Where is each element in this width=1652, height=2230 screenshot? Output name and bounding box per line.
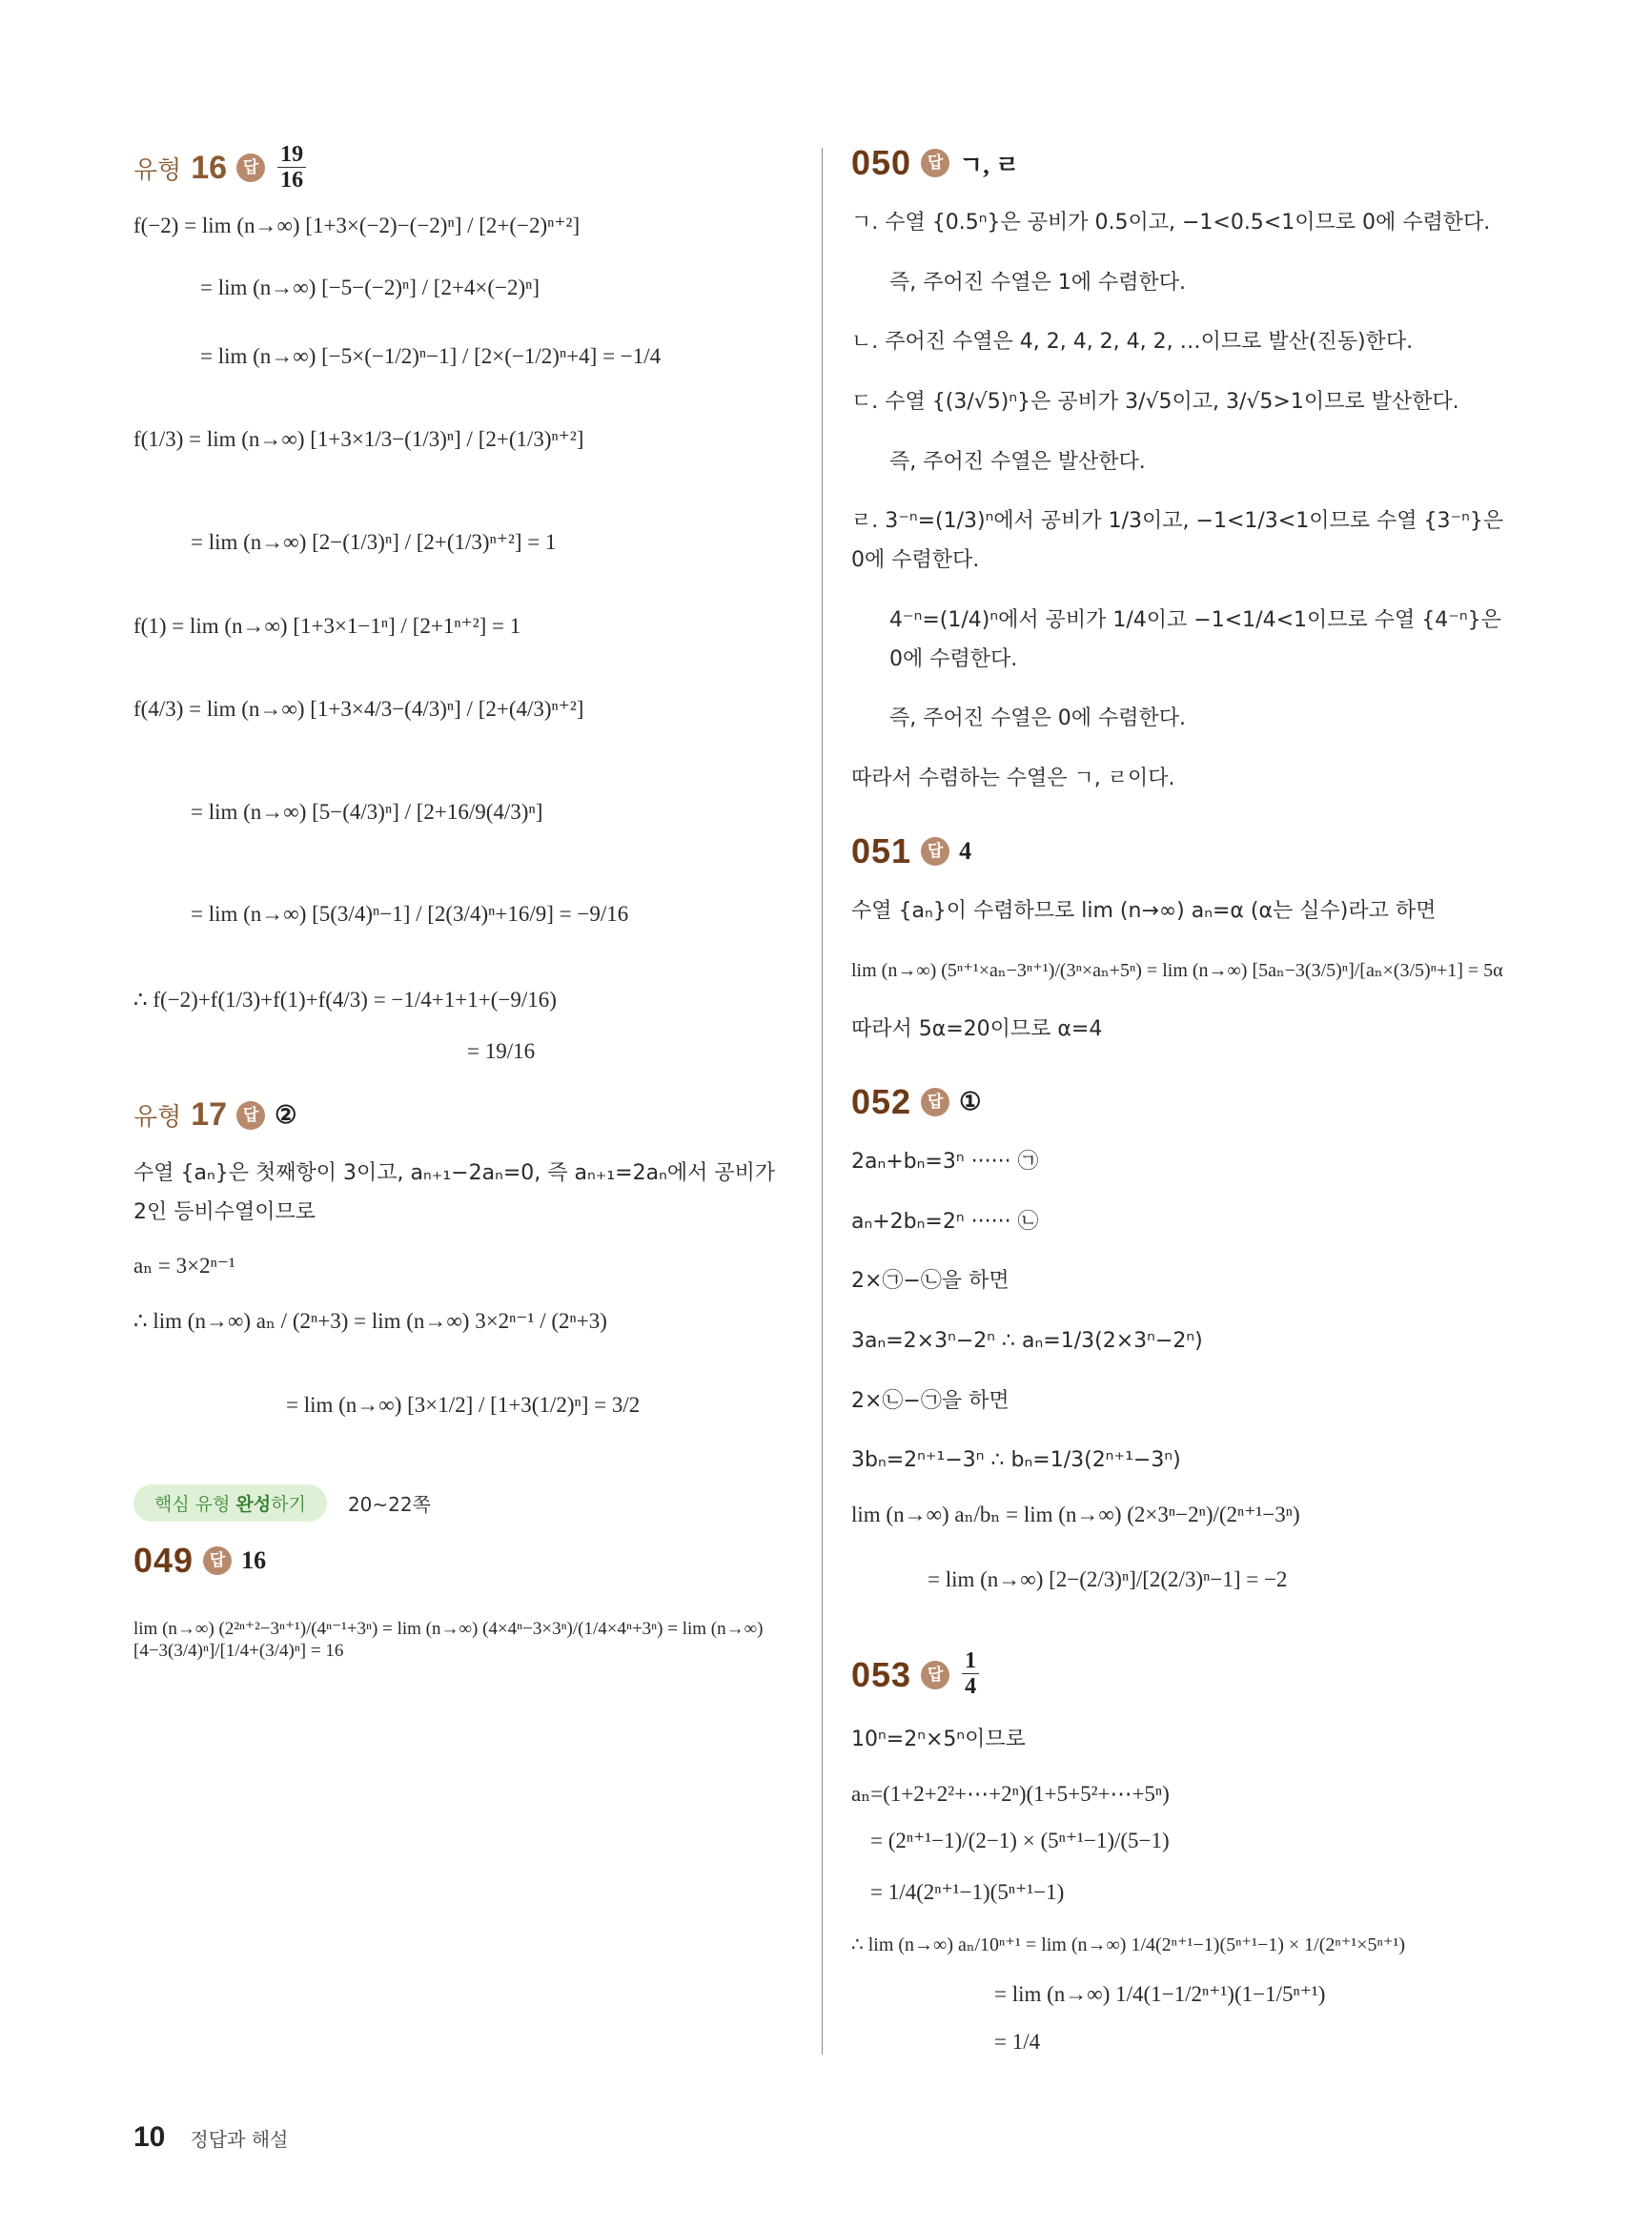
type16-section: [133, 143, 791, 1064]
answer-badge: 답: [921, 149, 949, 177]
type-number: 17: [191, 1096, 228, 1134]
answer-fraction: [962, 1649, 979, 1700]
problem-number: 052: [851, 1081, 912, 1121]
explanation-line: 따라서 수렴하는 수열은 ㄱ, ㄹ이다.: [851, 766, 1175, 790]
explanation-line: 4⁻ⁿ=(1/4)ⁿ에서 공비가 1/4이고 −1<1/4<1이므로 수열 {4⁻ⁿ}은 0에 수렴한다.: [889, 607, 1501, 671]
column-divider: [822, 148, 823, 2055]
solution-line: = lim (n→∞) [3×1/2] / [1+3(1/2)ⁿ] = 3/2: [286, 1392, 641, 1417]
explanation-text: 수열 {aₙ}은 첫째항이 3이고, aₙ₊₁−2aₙ=0, 즉 aₙ₊₁=2aₙ에서 공비가 2인 등비수열이므로: [133, 1161, 776, 1224]
p050-section: [851, 143, 1519, 799]
problem-number: 051: [851, 830, 912, 870]
explanation-line: aₙ+2bₙ=2ⁿ ······ ㉡: [851, 1209, 1039, 1234]
page-number: 10: [133, 2121, 166, 2153]
answer-badge: 답: [921, 837, 949, 866]
solution-line: aₙ=(1+2+2²+⋯+2ⁿ)(1+5+5²+⋯+5ⁿ): [851, 1781, 1170, 1806]
p049-header: [133, 1541, 791, 1581]
p049-section: [133, 1541, 791, 1663]
explanation-line: 10ⁿ=2ⁿ×5ⁿ이므로: [851, 1727, 1026, 1751]
answer-value: 4: [959, 836, 972, 865]
solution-line: lim (n→∞) (2²ⁿ⁺²−3ⁿ⁺¹)/(4ⁿ⁻¹+3ⁿ) = lim (n→∞) (4×4ⁿ−3×3ⁿ)/(1/4×4ⁿ+3ⁿ) = lim (n→∞) [4−3(3/4)ⁿ]/[1/4+(3/4)ⁿ] = 16: [133, 1619, 764, 1662]
solution-line: ∴ f(−2)+f(1/3)+f(1)+f(4/3) = −1/4+1+1+(−9/16): [133, 987, 557, 1012]
explanation-line: 2×㉡−㉠을 하면: [851, 1388, 1010, 1413]
right-column: [851, 143, 1519, 2087]
explanation-line: 3bₙ=2ⁿ⁺¹−3ⁿ ∴ bₙ=1/3(2ⁿ⁺¹−3ⁿ): [851, 1448, 1181, 1473]
solution-line: = lim (n→∞) 1/4(1−1/2ⁿ⁺¹)(1−1/5ⁿ⁺¹): [994, 1982, 1326, 2007]
answer-denominator: 16: [280, 168, 304, 194]
footer-title: 정답과 해설: [190, 2127, 289, 2151]
explanation-line: ㄹ. 3⁻ⁿ=(1/3)ⁿ에서 공비가 1/3이고, −1<1/3<1이므로 수열 {3⁻ⁿ}은 0에 수렴한다.: [851, 509, 1504, 573]
answer-numerator: 1: [962, 1649, 979, 1674]
explanation-line: 즉, 주어진 수열은 1에 수렴한다.: [889, 270, 1186, 295]
problem-number: 053: [851, 1654, 912, 1694]
problem-number: 050: [851, 143, 912, 182]
pill-prefix: 핵심 유형: [154, 1494, 236, 1516]
solution-line: = lim (n→∞) [−5−(−2)ⁿ] / [2+4×(−2)ⁿ]: [200, 276, 540, 300]
p052-header: [851, 1082, 1519, 1122]
type16-header: [133, 143, 791, 194]
answer-fraction: [277, 143, 306, 194]
explanation-line: 2aₙ+bₙ=3ⁿ ······ ㉠: [851, 1149, 1039, 1174]
answer-badge: 답: [236, 153, 265, 182]
p053-section: [851, 1649, 1519, 2055]
type17-section: [133, 1096, 791, 1418]
type-label: 유형: [133, 1102, 182, 1132]
answer-numerator: 19: [277, 143, 306, 168]
solution-line: ∴ lim (n→∞) aₙ/10ⁿ⁺¹ = lim (n→∞) 1/4(2ⁿ⁺¹−1)(5ⁿ⁺¹−1) × 1/(2ⁿ⁺¹×5ⁿ⁺¹): [851, 1934, 1406, 1956]
explanation-line: 따라서 5α=20이므로 α=4: [851, 1017, 1103, 1042]
left-column: [133, 143, 791, 1695]
explanation-line: 즉, 주어진 수열은 발산한다.: [889, 449, 1146, 474]
solution-line: = lim (n→∞) [2−(2/3)ⁿ]/[2(2/3)ⁿ−1] = −2: [928, 1566, 1288, 1591]
problem-number: 049: [133, 1541, 194, 1581]
answer-value: 16: [241, 1546, 267, 1575]
pill-suffix: 하기: [271, 1494, 306, 1516]
answer-value: ①: [959, 1087, 982, 1115]
solution-line: f(1) = lim (n→∞) [1+3×1−1ⁿ] / [2+1ⁿ⁺²] = 1: [133, 613, 521, 638]
p051-header: [851, 831, 1519, 871]
section-bar: [133, 1484, 791, 1522]
solution-line: f(−2) = lim (n→∞) [1+3×(−2)−(−2)ⁿ] / [2+(−2)ⁿ⁺²]: [133, 213, 581, 237]
solution-line: lim (n→∞) (5ⁿ⁺¹×aₙ−3ⁿ⁺¹)/(3ⁿ×aₙ+5ⁿ) = lim (n→∞) [5aₙ−3(3/5)ⁿ]/[aₙ×(3/5)ⁿ+1] = 5α: [851, 960, 1503, 982]
p050-header: [851, 143, 1519, 183]
answer-denominator: 4: [965, 1674, 977, 1700]
answer-value: ㄱ, ㄹ: [959, 151, 1020, 179]
p053-header: [851, 1649, 1519, 1700]
answer-badge: 답: [236, 1101, 265, 1130]
page-range: 20~22쪽: [347, 1493, 431, 1517]
explanation-line: 3aₙ=2×3ⁿ−2ⁿ ∴ aₙ=1/3(2×3ⁿ−2ⁿ): [851, 1329, 1203, 1353]
answer-badge: 답: [921, 1661, 949, 1689]
solution-line: f(1/3) = lim (n→∞) [1+3×1/3−(1/3)ⁿ] / [2+(1/3)ⁿ⁺²]: [133, 427, 584, 452]
section-pill: [133, 1484, 327, 1522]
explanation-line: 2×㉠−㉡을 하면: [851, 1269, 1010, 1294]
type-label: 유형: [133, 154, 182, 184]
solution-line: = lim (n→∞) [2−(1/3)ⁿ] / [2+(1/3)ⁿ⁺²] = 1: [191, 529, 557, 554]
explanation-line: ㄱ. 수열 {0.5ⁿ}은 공비가 0.5이고, −1<0.5<1이므로 0에 수렴한다.: [851, 211, 1491, 235]
type17-header: [133, 1096, 791, 1134]
solution-line: f(4/3) = lim (n→∞) [1+3×4/3−(4/3)ⁿ] / [2+(4/3)ⁿ⁺²]: [133, 697, 584, 722]
answer-value: ②: [275, 1100, 297, 1129]
pill-bold: 완성: [235, 1494, 272, 1516]
solution-line: = 19/16: [467, 1038, 536, 1063]
page-footer: [133, 2121, 288, 2154]
explanation-line: ㄴ. 주어진 수열은 4, 2, 4, 2, 4, 2, …이므로 발산(진동)한다.: [851, 330, 1414, 355]
solution-line: = (2ⁿ⁺¹−1)/(2−1) × (5ⁿ⁺¹−1)/(5−1): [870, 1829, 1170, 1853]
solution-line: lim (n→∞) aₙ/bₙ = lim (n→∞) (2×3ⁿ−2ⁿ)/(2ⁿ⁺¹−3ⁿ): [851, 1503, 1300, 1527]
explanation-line: 수열 {aₙ}이 수렴하므로 lim (n→∞) aₙ=α (α는 실수)라고 하면: [851, 898, 1437, 923]
explanation-line: ㄷ. 수열 {(3/√5)ⁿ}은 공비가 3/√5이고, 3/√5>1이므로 발산한다.: [851, 390, 1459, 415]
solution-line: ∴ lim (n→∞) aₙ / (2ⁿ+3) = lim (n→∞) 3×2ⁿ⁻¹ / (2ⁿ+3): [133, 1309, 607, 1334]
solution-line: = lim (n→∞) [−5×(−1/2)ⁿ−1] / [2×(−1/2)ⁿ+4] = −1/4: [200, 343, 662, 368]
solution-line: = 1/4(2ⁿ⁺¹−1)(5ⁿ⁺¹−1): [870, 1879, 1065, 1904]
p052-section: [851, 1082, 1519, 1592]
solution-line: = 1/4: [994, 2029, 1041, 2054]
p051-section: [851, 831, 1519, 1050]
explanation-line: 즉, 주어진 수열은 0에 수렴한다.: [889, 706, 1186, 731]
type-number: 16: [191, 149, 228, 186]
answer-badge: 답: [203, 1546, 232, 1575]
answer-badge: 답: [921, 1088, 949, 1116]
solution-line: = lim (n→∞) [5(3/4)ⁿ−1] / [2(3/4)ⁿ+16/9] = −9/16: [191, 902, 629, 927]
solution-line: = lim (n→∞) [5−(4/3)ⁿ] / [2+16/9(4/3)ⁿ]: [191, 799, 543, 824]
solution-line: aₙ = 3×2ⁿ⁻¹: [133, 1254, 235, 1279]
